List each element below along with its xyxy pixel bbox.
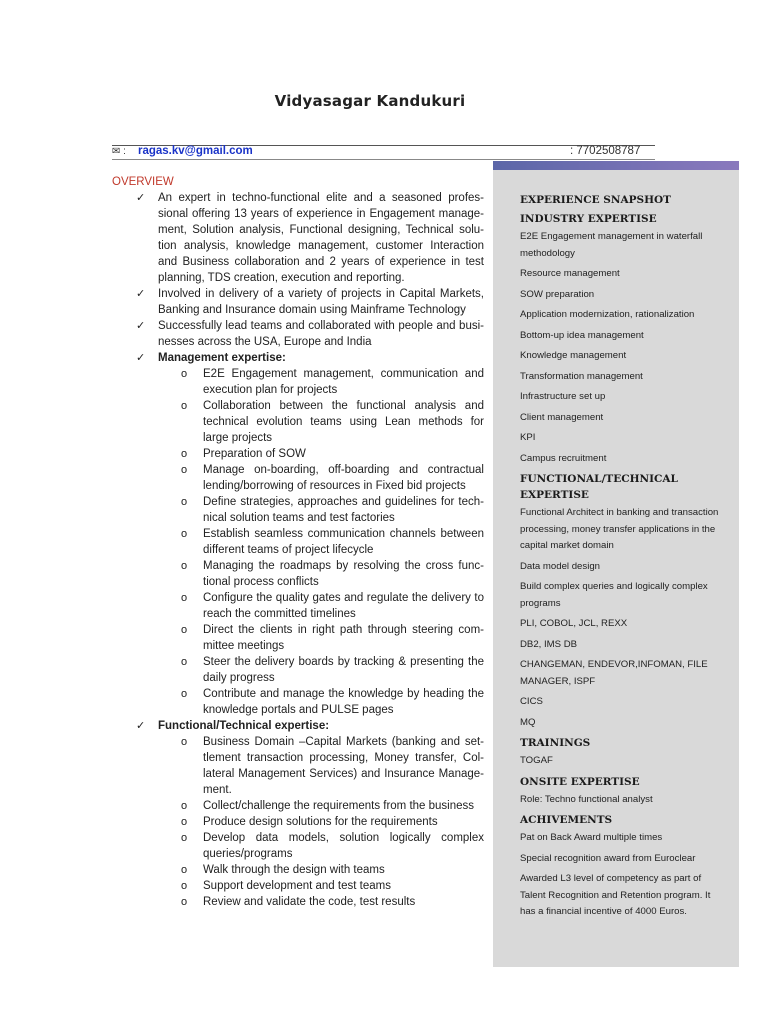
functional-list bbox=[158, 734, 484, 910]
circle-bullet-icon: o bbox=[181, 816, 188, 828]
overview-point bbox=[136, 318, 484, 350]
snapshot-item: Bottom-up idea management bbox=[520, 329, 644, 341]
circle-bullet-icon: o bbox=[181, 464, 188, 476]
sub-item bbox=[181, 686, 484, 718]
sub-item-text: Business Domain –Capital Markets (banking and set-tlement transaction processing, Money transfer, Col-lateral Management Services) and Insurance Manage-ment. bbox=[203, 736, 484, 796]
contact-row bbox=[112, 146, 655, 160]
snapshot-item: Infrastructure set up bbox=[520, 391, 606, 402]
sub-item-text: Preparation of SOW bbox=[203, 448, 306, 460]
snapshot-item: Pat on Back Award multiple times bbox=[520, 832, 663, 843]
snapshot-item: Awarded L3 level of competency as part of Talent Recognition and Retention program. It has a financial incentive of 4000 Euros. bbox=[520, 873, 711, 917]
sub-item bbox=[181, 798, 484, 814]
check-icon: ✓ bbox=[136, 192, 146, 204]
functional-expertise-title: Functional/Technical expertise: bbox=[158, 720, 330, 732]
sub-item-text: Manage on-boarding, off-boarding and contractual lending/borrowing of resources in Fixed bid projects bbox=[203, 464, 484, 492]
snapshot-item: KPI bbox=[520, 432, 536, 443]
onsite-list bbox=[520, 792, 725, 809]
sub-item bbox=[181, 558, 484, 590]
snapshot-item: Functional Architect in banking and transaction processing, money transfer applications in the capital market domain bbox=[520, 507, 719, 551]
candidate-name: Vidyasagar Kandukuri bbox=[274, 92, 466, 110]
achievements-title: ACHIVEMENTS bbox=[520, 814, 613, 826]
sub-item bbox=[181, 398, 484, 446]
circle-bullet-icon: o bbox=[181, 592, 188, 604]
circle-bullet-icon: o bbox=[181, 448, 188, 460]
header-rule-bottom bbox=[112, 159, 655, 160]
circle-bullet-icon: o bbox=[181, 368, 188, 380]
management-expertise bbox=[136, 350, 484, 718]
circle-bullet-icon: o bbox=[181, 656, 188, 668]
circle-bullet-icon: o bbox=[181, 800, 188, 812]
snapshot-item: MQ bbox=[520, 716, 536, 728]
circle-bullet-icon: o bbox=[181, 896, 188, 908]
snapshot-item: CHANGEMAN, ENDEVOR,INFOMAN, FILE MANAGER, ISPF bbox=[520, 659, 708, 687]
email-link[interactable]: ragas.kv@gmail.com bbox=[138, 145, 253, 157]
circle-bullet-icon: o bbox=[181, 736, 188, 748]
trainings-list bbox=[520, 753, 725, 770]
circle-bullet-icon: o bbox=[181, 528, 188, 540]
overview-point-text: Successfully lead teams and collaborated with people and busi-nesses across the USA, Europe and India bbox=[158, 320, 484, 348]
circle-bullet-icon: o bbox=[181, 624, 188, 636]
overview-point bbox=[136, 190, 484, 286]
snapshot-item: TOGAF bbox=[520, 755, 553, 766]
circle-bullet-icon: o bbox=[181, 864, 188, 876]
circle-bullet-icon: o bbox=[181, 496, 188, 508]
sub-item bbox=[181, 366, 484, 398]
sub-item-text: Develop data models, solution logically complex queries/programs bbox=[203, 832, 484, 860]
trainings-title: TRAININGS bbox=[520, 737, 591, 749]
sub-item bbox=[181, 526, 484, 558]
overview-point-text: An expert in techno-functional elite and a seasoned profes-sional offering 13 years of experience in Engagement manage-ment, Solution analysis, Functional designing, Technical solu-tion analysis, knowledge management, customer Interaction and Business collaboration and 2 years of experience in test planning, TDS creation, execution and reporting. bbox=[158, 192, 484, 284]
snapshot-item: Client management bbox=[520, 411, 604, 423]
overview-point-text: Involved in delivery of a variety of projects in Capital Markets, Banking and Insurance domain using Mainframe Technology bbox=[158, 288, 484, 316]
snapshot-item: Special recognition award from Euroclear bbox=[520, 852, 696, 864]
snapshot-item: Role: Techno functional analyst bbox=[520, 793, 653, 805]
snapshot-item: E2E Engagement management in waterfall methodology bbox=[520, 231, 703, 259]
experience-snapshot-title: EXPERIENCE SNAPSHOT bbox=[520, 194, 671, 206]
sub-item-text: Produce design solutions for the requirements bbox=[203, 816, 438, 828]
check-icon: ✓ bbox=[136, 720, 146, 732]
sub-item-text: Establish seamless communication channels between different teams of project lifecycle bbox=[203, 528, 484, 556]
snapshot-item: CICS bbox=[520, 696, 543, 707]
experience-snapshot-panel bbox=[493, 170, 739, 967]
achievements-list bbox=[520, 830, 725, 921]
check-icon: ✓ bbox=[136, 320, 146, 332]
snapshot-item: Campus recruitment bbox=[520, 452, 607, 464]
sub-item-text: Define strategies, approaches and guidelines for tech-nical solution teams and test factories bbox=[203, 496, 484, 524]
sub-item bbox=[181, 814, 484, 830]
management-expertise-title: Management expertise: bbox=[158, 352, 286, 364]
functional-expertise bbox=[136, 718, 484, 910]
phone-number: : 7702508787 bbox=[570, 145, 641, 157]
sub-item bbox=[181, 446, 484, 462]
industry-list bbox=[520, 229, 725, 467]
sidebar-accent-bar bbox=[493, 161, 739, 170]
snapshot-item: SOW preparation bbox=[520, 288, 595, 300]
snapshot-item: Data model design bbox=[520, 560, 600, 572]
sub-item bbox=[181, 494, 484, 526]
check-icon: ✓ bbox=[136, 288, 146, 300]
circle-bullet-icon: o bbox=[181, 560, 188, 572]
overview-title: OVERVIEW bbox=[112, 176, 174, 188]
sub-item-text: Review and validate the code, test results bbox=[203, 896, 416, 908]
functional-technical-title: FUNCTIONAL/TECHNICAL EXPERTISE bbox=[520, 473, 678, 501]
sub-item-text: Direct the clients in right path through steering com-mittee meetings bbox=[203, 624, 484, 652]
overview-point bbox=[136, 286, 484, 318]
sub-item-text: Managing the roadmaps by resolving the cross func-tional process conflicts bbox=[203, 560, 484, 588]
snapshot-item: Resource management bbox=[520, 268, 620, 279]
mail-icon: ✉ : bbox=[112, 146, 126, 157]
sub-item bbox=[181, 590, 484, 622]
sub-item bbox=[181, 894, 484, 910]
sub-item bbox=[181, 654, 484, 686]
functional-technical-list bbox=[520, 505, 725, 731]
sub-item-text: E2E Engagement management, communication and execution plan for projects bbox=[203, 368, 484, 396]
sub-item-text: Configure the quality gates and regulate the delivery to reach the committed timelines bbox=[203, 592, 484, 620]
sub-item-text: Support development and test teams bbox=[203, 880, 391, 892]
onsite-title: ONSITE EXPERTISE bbox=[520, 775, 640, 788]
snapshot-item: Application modernization, rationalization bbox=[520, 309, 695, 320]
snapshot-item: Knowledge management bbox=[520, 350, 627, 361]
circle-bullet-icon: o bbox=[181, 832, 188, 844]
circle-bullet-icon: o bbox=[181, 400, 188, 412]
snapshot-item: DB2, IMS DB bbox=[520, 638, 578, 650]
sub-item bbox=[181, 622, 484, 654]
circle-bullet-icon: o bbox=[181, 688, 188, 700]
sub-item bbox=[181, 830, 484, 862]
overview-list bbox=[112, 190, 484, 910]
sub-item-text: Collect/challenge the requirements from the business bbox=[203, 800, 475, 812]
industry-expertise-title: INDUSTRY EXPERTISE bbox=[520, 213, 657, 225]
snapshot-item: Build complex queries and logically complex programs bbox=[520, 581, 708, 609]
circle-bullet-icon: o bbox=[181, 880, 188, 892]
sub-item bbox=[181, 734, 484, 798]
sub-item bbox=[181, 462, 484, 494]
sub-item-text: Contribute and manage the knowledge by heading the knowledge portals and PULSE pages bbox=[203, 688, 484, 716]
sub-item-text: Steer the delivery boards by tracking & presenting the daily progress bbox=[203, 656, 484, 684]
sub-item bbox=[181, 878, 484, 894]
check-icon: ✓ bbox=[136, 352, 146, 364]
sub-item-text: Walk through the design with teams bbox=[203, 864, 385, 876]
sub-item-text: Collaboration between the functional analysis and technical evolution teams using Lean methods for large projects bbox=[203, 400, 484, 444]
snapshot-item: Transformation management bbox=[520, 370, 643, 382]
overview-section bbox=[112, 176, 484, 910]
sub-item bbox=[181, 862, 484, 878]
snapshot-item: PLI, COBOL, JCL, REXX bbox=[520, 618, 628, 629]
management-list bbox=[158, 366, 484, 718]
